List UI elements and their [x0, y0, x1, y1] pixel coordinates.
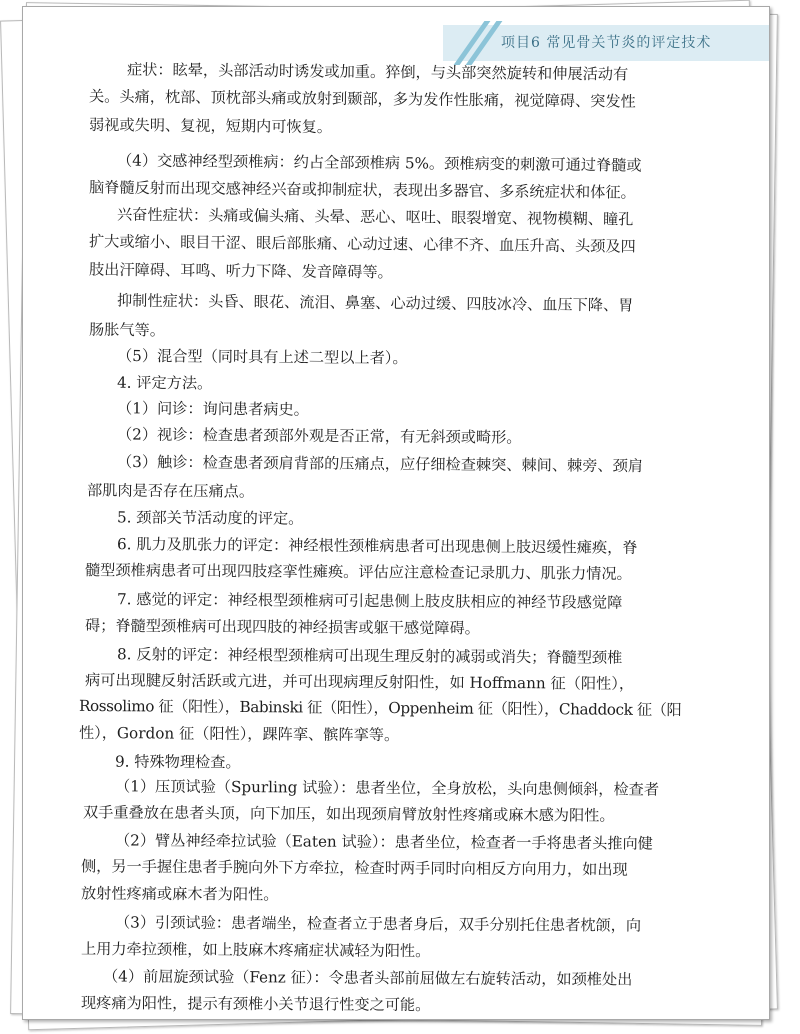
text-line: 弱视或失明、复视，短期内可恢复。	[88, 115, 333, 137]
text-line: （4）前屈旋颈试验（Fenz 征）：令患者头部前屈做左右旋转活动，如颈椎处出	[102, 967, 633, 989]
text-line: （4）交感神经型颈椎病：约占全部颈椎病 5%。颈椎病变的刺激可通过脊髓或	[116, 151, 642, 175]
text-line: 脑脊髓反射而出现交感神经兴奋或抑制症状，表现出多器官、多系统症状和体征。	[88, 178, 636, 202]
text-line: （3）触诊：检查患者颈肩背部的压痛点，应仔细检查棘突、棘间、棘旁、颈肩	[116, 452, 644, 476]
text-line: 兴奋性症状：头痛或偏头痛、头晕、恶心、呕吐、眼裂增宽、视物模糊、瞳孔	[116, 205, 634, 229]
text-line: 8. 反射的评定：神经根型颈椎病可出现生理反射的减弱或消失；脊髓型颈椎	[116, 645, 623, 667]
text-line: （2）臂丛神经牵拉试验（Eaten 试验）：患者坐位，检查者一手将患者头推向健	[114, 831, 653, 853]
text-line: 7. 感觉的评定：神经根型颈椎病可引起患侧上肢皮肤相应的神经节段感觉障	[116, 590, 623, 612]
text-line: 肢出汗障碍、耳鸣、听力下降、发音障碍等。	[88, 260, 393, 282]
text-line: 现疼痛为阳性，提示有颈椎小关节退行性变之可能。	[80, 993, 431, 1015]
text-line: 症状：眩晕，头部活动时诱发或加重。猝倒，与头部突然旋转和伸展活动有	[126, 60, 629, 84]
text-line: Rossolimo 征（阳性），Babinski 征（阳性），Oppenheim 征（阳性），Chaddock 征（阳	[78, 696, 682, 720]
text-line: （3）引颈试验：患者端坐，检查者立于患者身后，双手分别托住患者枕颌，向	[114, 913, 642, 935]
text-line: 部肌肉是否存在压痛点。	[86, 481, 255, 501]
text-line: 6. 肌力及肌张力的评定：神经根性颈椎病患者可出现患侧上肢迟缓性瘫痪，脊	[116, 535, 638, 557]
text-line: 肠胀气等。	[88, 320, 166, 340]
text-line: 放射性疼痛或麻木者为阳性。	[80, 884, 279, 904]
text-line: （5）混合型（同时具有上述二型以上者）。	[116, 346, 408, 368]
text-line: 抑制性症状：头昏、眼花、流泪、鼻塞、心动过缓、四肢冰冷、血压下降、胃	[116, 291, 634, 315]
text-line: （1）问诊：询问患者病史。	[116, 399, 309, 419]
text-line: 侧，另一手握住患者手腕向外下方牵拉，检查时两手同时向相反方向用力，如出现	[80, 857, 628, 879]
text-line: 碍；脊髓型颈椎病可出现四肢的神经损害或躯干感觉障碍。	[84, 616, 480, 638]
text-line: 双手重叠放在患者头顶，向下加压，如出现颈肩臂放射性疼痛或麻木感为阳性。	[82, 803, 615, 825]
text-line: 关。头痛，枕部、顶枕部头痛或放射到颞部，多为发作性胀痛，视觉障碍、突发性	[88, 87, 636, 111]
text-line: 髓型颈椎病患者可出现四肢痉挛性瘫痪。评估应注意检查记录肌力、肌张力情况。	[84, 561, 632, 583]
text-line: 上用力牵拉颈椎，如上肢麻木疼痛症状减轻为阳性。	[80, 939, 431, 961]
text-line: 病可出现腱反射活跃或亢进，并可出现病理反射阳性，如 Hoffmann 征（阳性），	[84, 671, 635, 693]
text-line: 9. 特殊物理检查。	[114, 752, 241, 772]
text-line: 5. 颈部关节活动度的评定。	[116, 508, 304, 528]
text-line: 扩大或缩小、眼目干涩、眼后部胀痛、心动过速、心律不齐、血压升高、头颈及四	[88, 232, 636, 256]
text-line: 4. 评定方法。	[116, 373, 213, 393]
document-page	[22, 6, 770, 1020]
text-line: （1）压顶试验（Spurling 试验）：患者坐位，全身放松，头向患侧倾斜，检查者	[114, 777, 660, 799]
text-line: （2）视诊：检查患者颈部外观是否正常，有无斜颈或畸形。	[116, 425, 522, 447]
running-header: 项目6 常见骨关节炎的评定技术	[501, 35, 712, 51]
text-line: 性），Gordon 征（阳性），踝阵挛、髌阵挛等。	[78, 723, 400, 745]
